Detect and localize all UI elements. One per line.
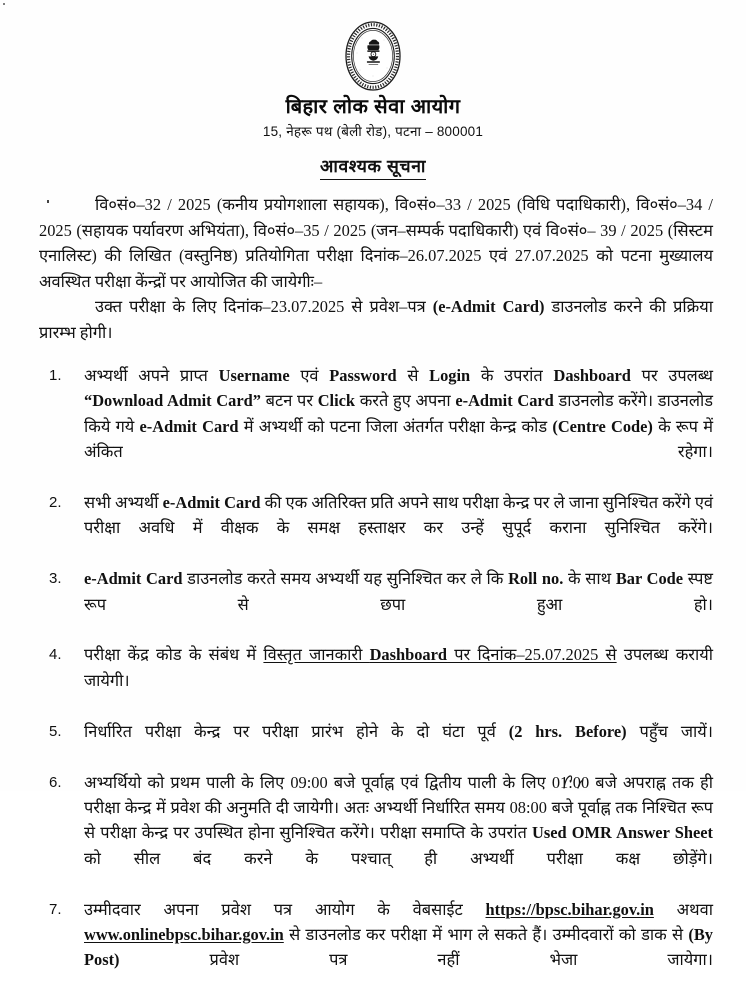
text-segment: निर्धारित परीक्षा केन्द्र पर परीक्षा प्रारंभ होने के दो घंटा पूर्व: [84, 721, 509, 741]
intro-paragraph-2: [39, 294, 713, 345]
text-segment: के साथ: [563, 569, 616, 589]
text-segment: Login: [429, 366, 471, 385]
intro-paragraph-2-pre: उक्त परीक्षा के लिए दिनांक–23.07.2025 से प्रवेश–पत्र: [95, 297, 433, 316]
instruction-item-3: [39, 566, 713, 642]
instruction-text: [84, 363, 713, 490]
handwritten-signature-icon: [558, 775, 618, 789]
text-segment: के उपरांत: [470, 366, 554, 385]
text-segment: डाउनलोड करेंगे। डाउनलोड किये गये: [84, 391, 713, 436]
text-segment: Dashboard: [553, 366, 631, 385]
organization-address: 15, नेहरू पथ (बेली रोड), पटना – 800001: [262, 124, 484, 139]
signature-mark: [558, 775, 618, 789]
instruction-item-1: [39, 363, 713, 490]
text-segment: (Centre Code): [552, 416, 653, 436]
organization-name: बिहार लोक सेवा आयोग: [285, 96, 461, 118]
text-segment: के रूप में अंकित रहेगा।: [84, 416, 713, 462]
page-title: आवश्यक सूचना: [320, 154, 426, 180]
instruction-text: [84, 770, 713, 897]
text-segment: “Download Admit Card”: [84, 391, 261, 411]
text-segment: प्रवेश पत्र नहीं भेजा जायेगा।: [119, 950, 713, 970]
instructions-list: [39, 363, 713, 998]
instruction-number: 3.: [49, 570, 62, 588]
text-segment: Click: [317, 391, 356, 411]
instruction-text: [84, 642, 713, 718]
text-segment: अभ्यर्थी अपने प्राप्त: [84, 366, 219, 385]
text-segment: परीक्षा केंद्र कोड के संबंध में: [84, 645, 264, 665]
instruction-number: 2.: [49, 494, 62, 512]
instruction-item-7: [39, 897, 713, 998]
text-segment: सभी अभ्यर्थी: [84, 493, 163, 513]
text-segment: बटन पर: [260, 391, 318, 411]
website-link[interactable]: https://bpsc.bihar.gov.in: [485, 899, 654, 919]
instruction-number: 1.: [49, 367, 62, 384]
instruction-item-4: [39, 642, 713, 718]
intro-paragraph-2-post: डाउनलोड करने की प्रक्रिया प्रारम्भ होगी।: [39, 297, 713, 342]
text-segment: से डाउनलोड कर परीक्षा में भाग ले सकते हैं। उम्मीदवारों को डाक से: [283, 924, 689, 944]
text-segment: Roll no.: [508, 569, 564, 589]
instruction-text: [84, 719, 713, 770]
scan-artifact-dot-2: [47, 200, 49, 203]
instruction-text: [84, 566, 713, 642]
scan-artifact-dot: [3, 3, 5, 5]
emblem-container: [0, 18, 746, 94]
text-segment: (By Post): [84, 924, 713, 970]
instruction-text: [84, 897, 713, 998]
intro-paragraph-1: [39, 192, 713, 294]
document-header: [0, 0, 746, 180]
text-segment: (2 hrs. Before): [508, 721, 627, 741]
text-segment: पर उपलब्ध: [630, 366, 713, 385]
text-segment: उपलब्ध करायी जायेगी।: [84, 645, 713, 690]
text-segment: Dashboard: [369, 645, 448, 665]
text-segment: एवं: [289, 366, 330, 385]
text-segment: उम्मीदवार अपना प्रवेश पत्र आयोग के वेबसाईट: [84, 899, 486, 919]
text-segment: अभ्यर्थियो को प्रथम पाली के लिए 09:00 बजे पूर्वाह्न एवं द्वितीय पाली के लिए 01:00 बजे अपराह्न तक ही परीक्षा केन्द्र में प्रवेश की अनुमति दी जायेगी। अतः अभ्यर्थी निर्धारित समय 08:00 बजे पूर्वाह्न तक निश्चित रूप से परीक्षा केन्द्र पर उपस्थित होना सुनिश्चित करेंगे। परीक्षा समाप्ति के उपरांत: [84, 772, 713, 843]
text-segment: को सील बंद करने के पश्चात् ही अभ्यर्थी परीक्षा कक्ष छोड़ेंगे।: [84, 848, 713, 868]
text-segment: Used OMR Answer Sheet: [532, 823, 713, 843]
text-segment: e-Admit Card: [162, 493, 261, 513]
website-link[interactable]: www.onlinebpsc.bihar.gov.in: [84, 924, 284, 944]
e-admit-card-term: (e-Admit Card): [432, 297, 545, 316]
notice-body: [33, 192, 713, 998]
text-segment: करते हुए अपना: [355, 391, 456, 411]
instruction-item-2: [39, 490, 713, 566]
text-segment: विस्तृत जानकारी: [263, 645, 370, 665]
text-segment: Username: [218, 366, 290, 385]
text-segment: की एक अतिरिक्त प्रति अपने साथ परीक्षा केन्द्र पर ले जाना सुनिश्चित करेंगे एवं परीक्षा अवधि में वीक्षक के समक्ष हस्ताक्षर कर उन्हें सुपूर्द कराना सुनिश्चित करेंगे।: [84, 493, 713, 538]
instruction-number: 6.: [49, 773, 62, 791]
text-segment: में अभ्यर्थी को पटना जिला अंतर्गत परीक्षा केन्द्र कोड: [238, 416, 553, 436]
text-segment: e-Admit Card: [84, 569, 183, 589]
text-segment: स्पष्ट रूप से छपा हुआ हो।: [84, 569, 714, 614]
text-segment: पहुँच जायें।: [626, 721, 713, 741]
text-segment: अथवा: [653, 899, 713, 919]
instruction-item-5: [39, 719, 713, 770]
text-segment: Password: [329, 366, 397, 385]
text-segment: डाउनलोड करते समय अभ्यर्थी यह सुनिश्चित कर ले कि: [182, 569, 509, 589]
intro-paragraph-1-text: वि०सं०–32 / 2025 (कनीय प्रयोगशाला सहायक), वि०सं०–33 / 2025 (विधि पदाधिकारी), वि०सं०–34 / 2025 (सहायक पर्यावरण अभियंता), वि०सं०–35 / 2025 (जन–सम्पर्क पदाधिकारी) एवं वि०सं०– 39 / 2025 (सिस्टम एनालिस्ट) की लिखित (वस्तुनिष्ठ) प्रतियोगिता परीक्षा दिनांक–26.07.2025 एवं 27.07.2025 को पटना मुख्यालय अवस्थित परीक्षा केंन्द्रों पर आयोजित की जायेगीः–: [39, 195, 713, 291]
instruction-number: 5.: [49, 722, 62, 740]
instruction-text: [84, 490, 713, 566]
text-segment: से: [396, 366, 430, 385]
bpsc-seal-emblem-icon: [344, 20, 402, 92]
instruction-number: 7.: [49, 900, 62, 918]
text-segment: e-Admit Card: [455, 391, 554, 411]
text-segment: e-Admit Card: [139, 416, 239, 436]
instruction-number: 4.: [49, 646, 62, 664]
text-segment: पर दिनांक–25.07.2025 से: [447, 645, 617, 665]
text-segment: Bar Code: [615, 569, 684, 589]
